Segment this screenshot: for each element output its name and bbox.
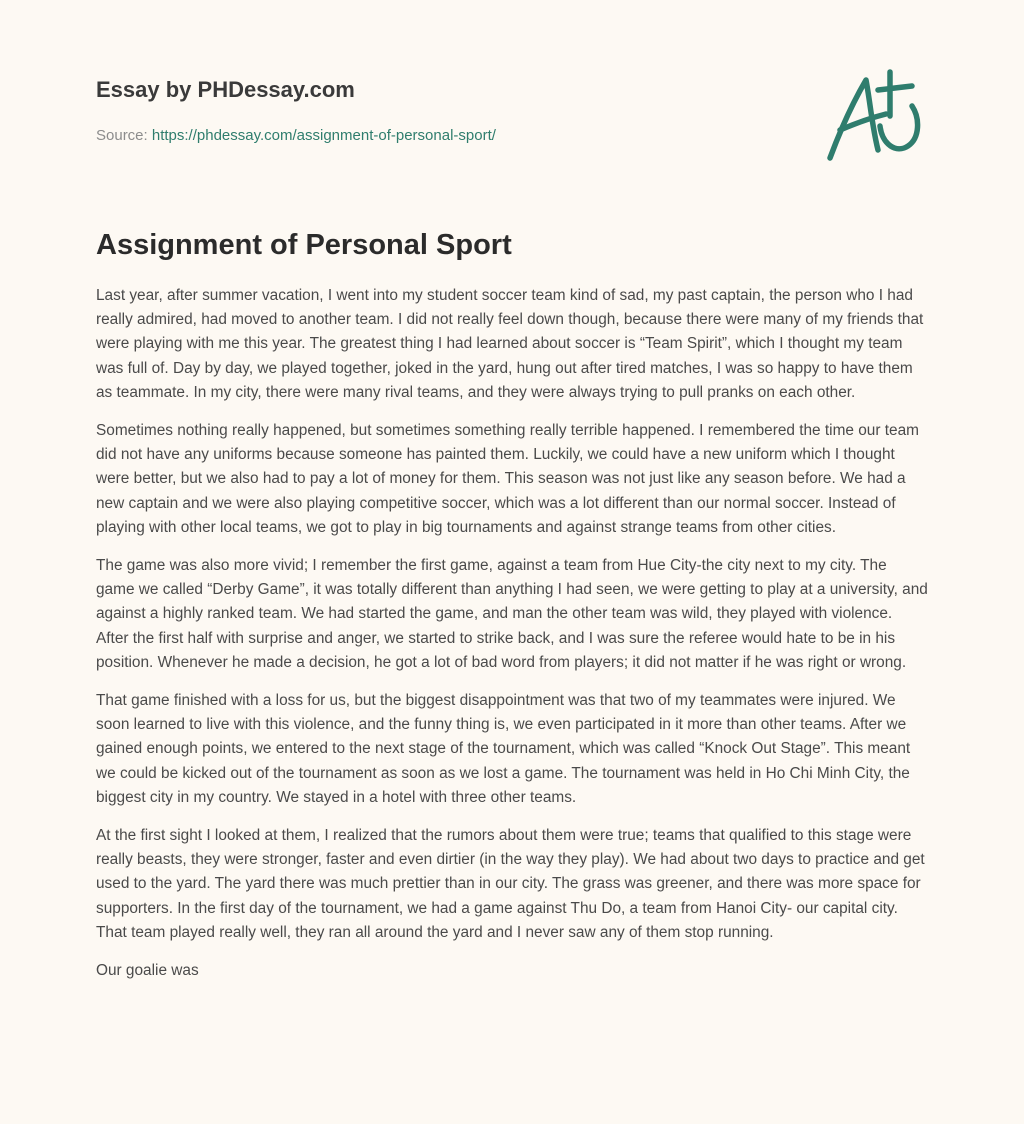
source-label: Source: <box>96 127 148 144</box>
essay-paragraph: The game was also more vivid; I remember the first game, against a team from Hue City-the city next to my city. The game we called “Derby Game”, it was totally different than anything I had seen, we were getting to play at a university, and against a highly ranked team. We had started the game, and man the other team was wild, they played with violence. After the first half with surprise and anger, we started to strike back, and I was sure the referee would hate to be in his position. Whenever he made a decision, he got a lot of bad word from players; it did not matter if he was right or wrong. <box>96 557 928 671</box>
essay-paragraph: That game finished with a loss for us, but the biggest disappointment was that two of my teammates were injured. We soon learned to live with this violence, and the funny thing is, we even participated in it more than other teams. After we gained enough points, we entered to the next stage of the tournament, which was called “Knock Out Stage”. This meant we could be kicked out of the tournament as soon as we lost a game. The tournament was held in Ho Chi Minh City, the biggest city in my country. We stayed in a hotel with three other teams. <box>96 692 911 806</box>
essay-paragraph: At the first sight I looked at them, I realized that the rumors about them were true; teams that qualified to this stage were really beasts, they were stronger, faster and even dirtier (in the way they play). We had about two days to practice and get used to the yard. The yard there was much prettier than in our city. The grass was greener, and there was more space for supporters. In the first day of the tournament, we had a game against Thu Do, a team from Hanoi City- our capital city. That team played really well, they ran all around the yard and I never saw any of them stop running. <box>96 827 925 941</box>
a-plus-logo-icon <box>820 66 930 166</box>
brand-title: Essay by PHDessay.com <box>96 77 355 102</box>
essay-body <box>96 284 928 997</box>
page-header <box>96 76 796 146</box>
essay-paragraph: Sometimes nothing really happened, but sometimes something really terrible happened. I remembered the time our team did not have any uniforms because someone has painted them. Luckily, we could have a new uniform which I thought were better, but we also had to pay a lot of money for them. This season was not just like any season before. We had a new captain and we were also playing competitive soccer, which was a lot different than our normal soccer. Instead of playing with other local teams, we got to play in big tournaments and against strange teams from other cities. <box>96 422 919 536</box>
essay-paragraph: Last year, after summer vacation, I went into my student soccer team kind of sad, my past captain, the person who I had really admired, had moved to another team. I did not really feel down though, because there were many of my friends that were playing with me this year. The greatest thing I had learned about soccer is “Team Spirit”, which I thought my team was full of. Day by day, we played together, joked in the yard, hung out after tired matches, I was so happy to have them as teammate. In my city, there were many rival teams, and they were always trying to pull pranks on each other. <box>96 287 924 401</box>
source-link[interactable]: https://phdessay.com/assignment-of-personal-sport/ <box>151 127 496 144</box>
source-line <box>96 126 796 146</box>
essay-paragraph: Our goalie was <box>96 962 199 980</box>
essay-title: Assignment of Personal Sport <box>96 229 512 261</box>
